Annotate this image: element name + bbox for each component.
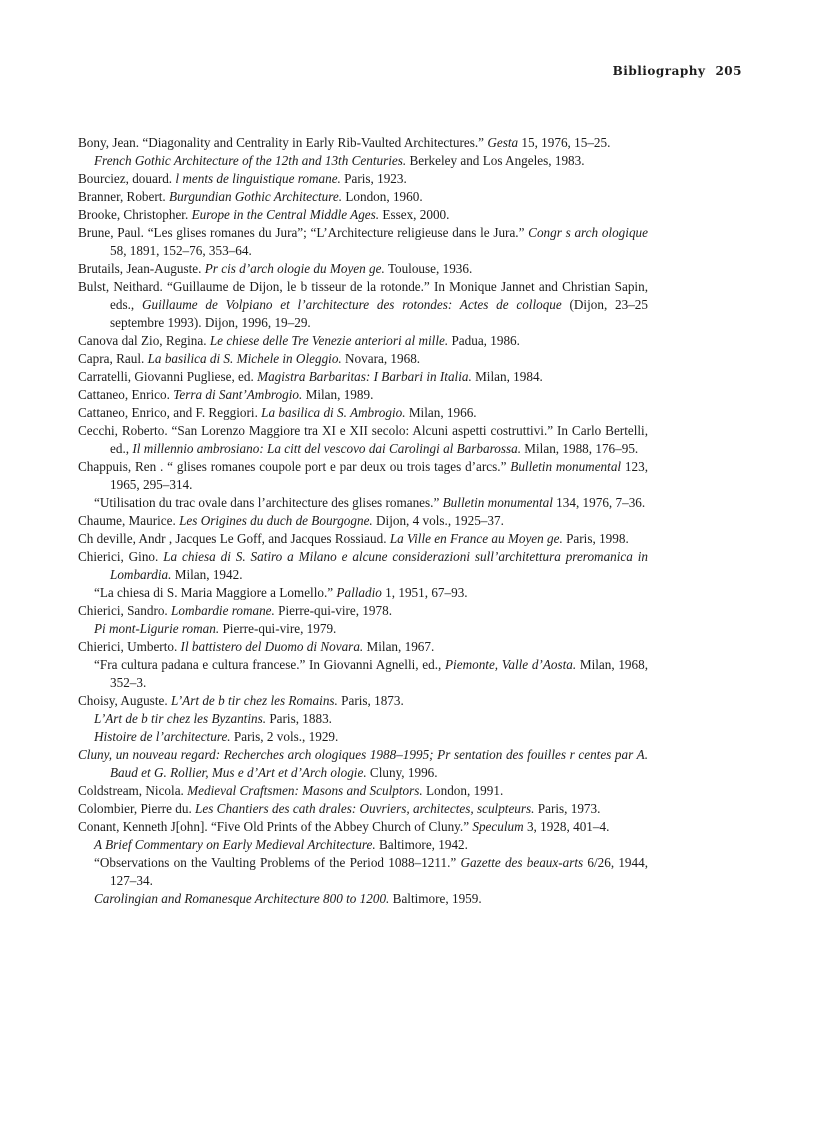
bibliography-entry: Canova dal Zio, Regina. Le chiese delle Tre Venezie anteriori al mille. Padua, 1986.	[78, 333, 520, 348]
bibliography-entry: Histoire de l’architecture. Paris, 2 vols., 1929.	[94, 729, 339, 744]
bibliography-entry: Cattaneo, Enrico, and F. Reggiori. La basilica di S. Ambrogio. Milan, 1966.	[78, 405, 477, 420]
bibliography-entry: Cluny, un nouveau regard: Recherches arch ologiques 1988–1995; Pr sentation des fouilles r centes par A. Baud et G. Rollier, Mus e d’Art et d’Arch ologie. Cluny, 1996.	[78, 747, 648, 780]
bibliography-entry: Bony, Jean. “Diagonality and Centrality in Early Rib-Vaulted Architectures.” Gesta 15, 1976, 15–25.	[78, 135, 611, 150]
bibliography-entry: Chierici, Gino. La chiesa di S. Satiro a Milano e alcune considerazioni sull’architettura preromanica in Lombardia. Milan, 1942.	[78, 549, 649, 582]
bibliography-entry: Choisy, Auguste. L’Art de b tir chez les Romains. Paris, 1873.	[78, 693, 404, 708]
bibliography-list	[78, 134, 648, 908]
bibliography-entry: Chierici, Umberto. Il battistero del Duomo di Novara. Milan, 1967.	[78, 639, 435, 654]
bibliography-entry: Brune, Paul. “Les glises romanes du Jura”; “L’Architecture religieuse dans le Jura.” Congr s arch ologique 58, 1891, 152–76, 353–64.	[78, 225, 648, 258]
bibliography-entry: Carratelli, Giovanni Pugliese, ed. Magistra Barbaritas: I Barbari in Italia. Milan, 1984.	[78, 369, 543, 384]
bibliography-entry: Coldstream, Nicola. Medieval Craftsmen: Masons and Sculptors. London, 1991.	[78, 783, 504, 798]
bibliography-entry: Colombier, Pierre du. Les Chantiers des cath drales: Ouvriers, architectes, sculpteurs. Paris, 1973.	[78, 801, 601, 816]
bibliography-entry: Chierici, Sandro. Lombardie romane. Pierre-qui-vire, 1978.	[78, 603, 393, 618]
bibliography-entry: Conant, Kenneth J[ohn]. “Five Old Prints of the Abbey Church of Cluny.” Speculum 3, 1928, 401–4.	[78, 819, 610, 834]
bibliography-entry: “Utilisation du trac ovale dans l’architecture des glises romanes.” Bulletin monumental 134, 1976, 7–36.	[94, 495, 646, 510]
bibliography-entry: L’Art de b tir chez les Byzantins. Paris, 1883.	[94, 711, 332, 726]
bibliography-entry: Cecchi, Roberto. “San Lorenzo Maggiore tra XI e XII secolo: Alcuni aspetti costruttivi.” In Carlo Bertelli, ed., Il millennio ambrosiano: La citt del vescovo dai Carolingi al Barbarossa. Milan, 1988, 176–95.	[78, 423, 648, 456]
bibliography-entry: “Fra cultura padana e cultura francese.” In Giovanni Agnelli, ed., Piemonte, Valle d’Aosta. Milan, 1968, 352–3.	[94, 657, 648, 690]
bibliography-entry: “Observations on the Vaulting Problems of the Period 1088–1211.” Gazette des beaux-arts 6/26, 1944, 127–34.	[94, 855, 649, 888]
bibliography-entry: Carolingian and Romanesque Architecture 800 to 1200. Baltimore, 1959.	[94, 891, 482, 906]
bibliography-entry: Brutails, Jean-Auguste. Pr cis d’arch ologie du Moyen ge. Toulouse, 1936.	[78, 261, 473, 276]
bibliography-entry: A Brief Commentary on Early Medieval Architecture. Baltimore, 1942.	[94, 837, 468, 852]
bibliography-entry: “La chiesa di S. Maria Maggiore a Lomello.” Palladio 1, 1951, 67–93.	[94, 585, 468, 600]
bibliography-entry: French Gothic Architecture of the 12th and 13th Centuries. Berkeley and Los Angeles, 1983.	[94, 153, 585, 168]
bibliography-entry: Capra, Raul. La basilica di S. Michele in Oleggio. Novara, 1968.	[78, 351, 421, 366]
bibliography-entry: Bourciez, douard. l ments de linguistique romane. Paris, 1923.	[78, 171, 407, 186]
bibliography-entry: Bulst, Neithard. “Guillaume de Dijon, le b tisseur de la rotonde.” In Monique Jannet and Christian Sapin, eds., Guillaume de Volpiano et l’architecture des rotondes: Actes de colloque (Dijon, 23–25 septembre 1993). Dijon, 1996, 19–29.	[78, 279, 648, 330]
page-number: 205	[715, 64, 742, 78]
bibliography-entry: Ch deville, Andr , Jacques Le Goff, and Jacques Rossiaud. La Ville en France au Moyen ge. Paris, 1998.	[78, 531, 629, 546]
bibliography-entry: Brooke, Christopher. Europe in the Central Middle Ages. Essex, 2000.	[78, 207, 450, 222]
bibliography-entry: Chappuis, Ren . “ glises romanes coupole port e par deux ou trois tages d’arcs.” Bulletin monumental 123, 1965, 295–314.	[78, 459, 648, 492]
bibliography-entry: Chaume, Maurice. Les Origines du duch de Bourgogne. Dijon, 4 vols., 1925–37.	[78, 513, 504, 528]
bibliography-entry: Cattaneo, Enrico. Terra di Sant’Ambrogio. Milan, 1989.	[78, 387, 374, 402]
bibliography-entry: Branner, Robert. Burgundian Gothic Architecture. London, 1960.	[78, 189, 423, 204]
header-title: Bibliography	[612, 64, 706, 78]
running-header	[613, 64, 742, 78]
bibliography-entry: Pi mont-Ligurie roman. Pierre-qui-vire, 1979.	[94, 621, 337, 636]
